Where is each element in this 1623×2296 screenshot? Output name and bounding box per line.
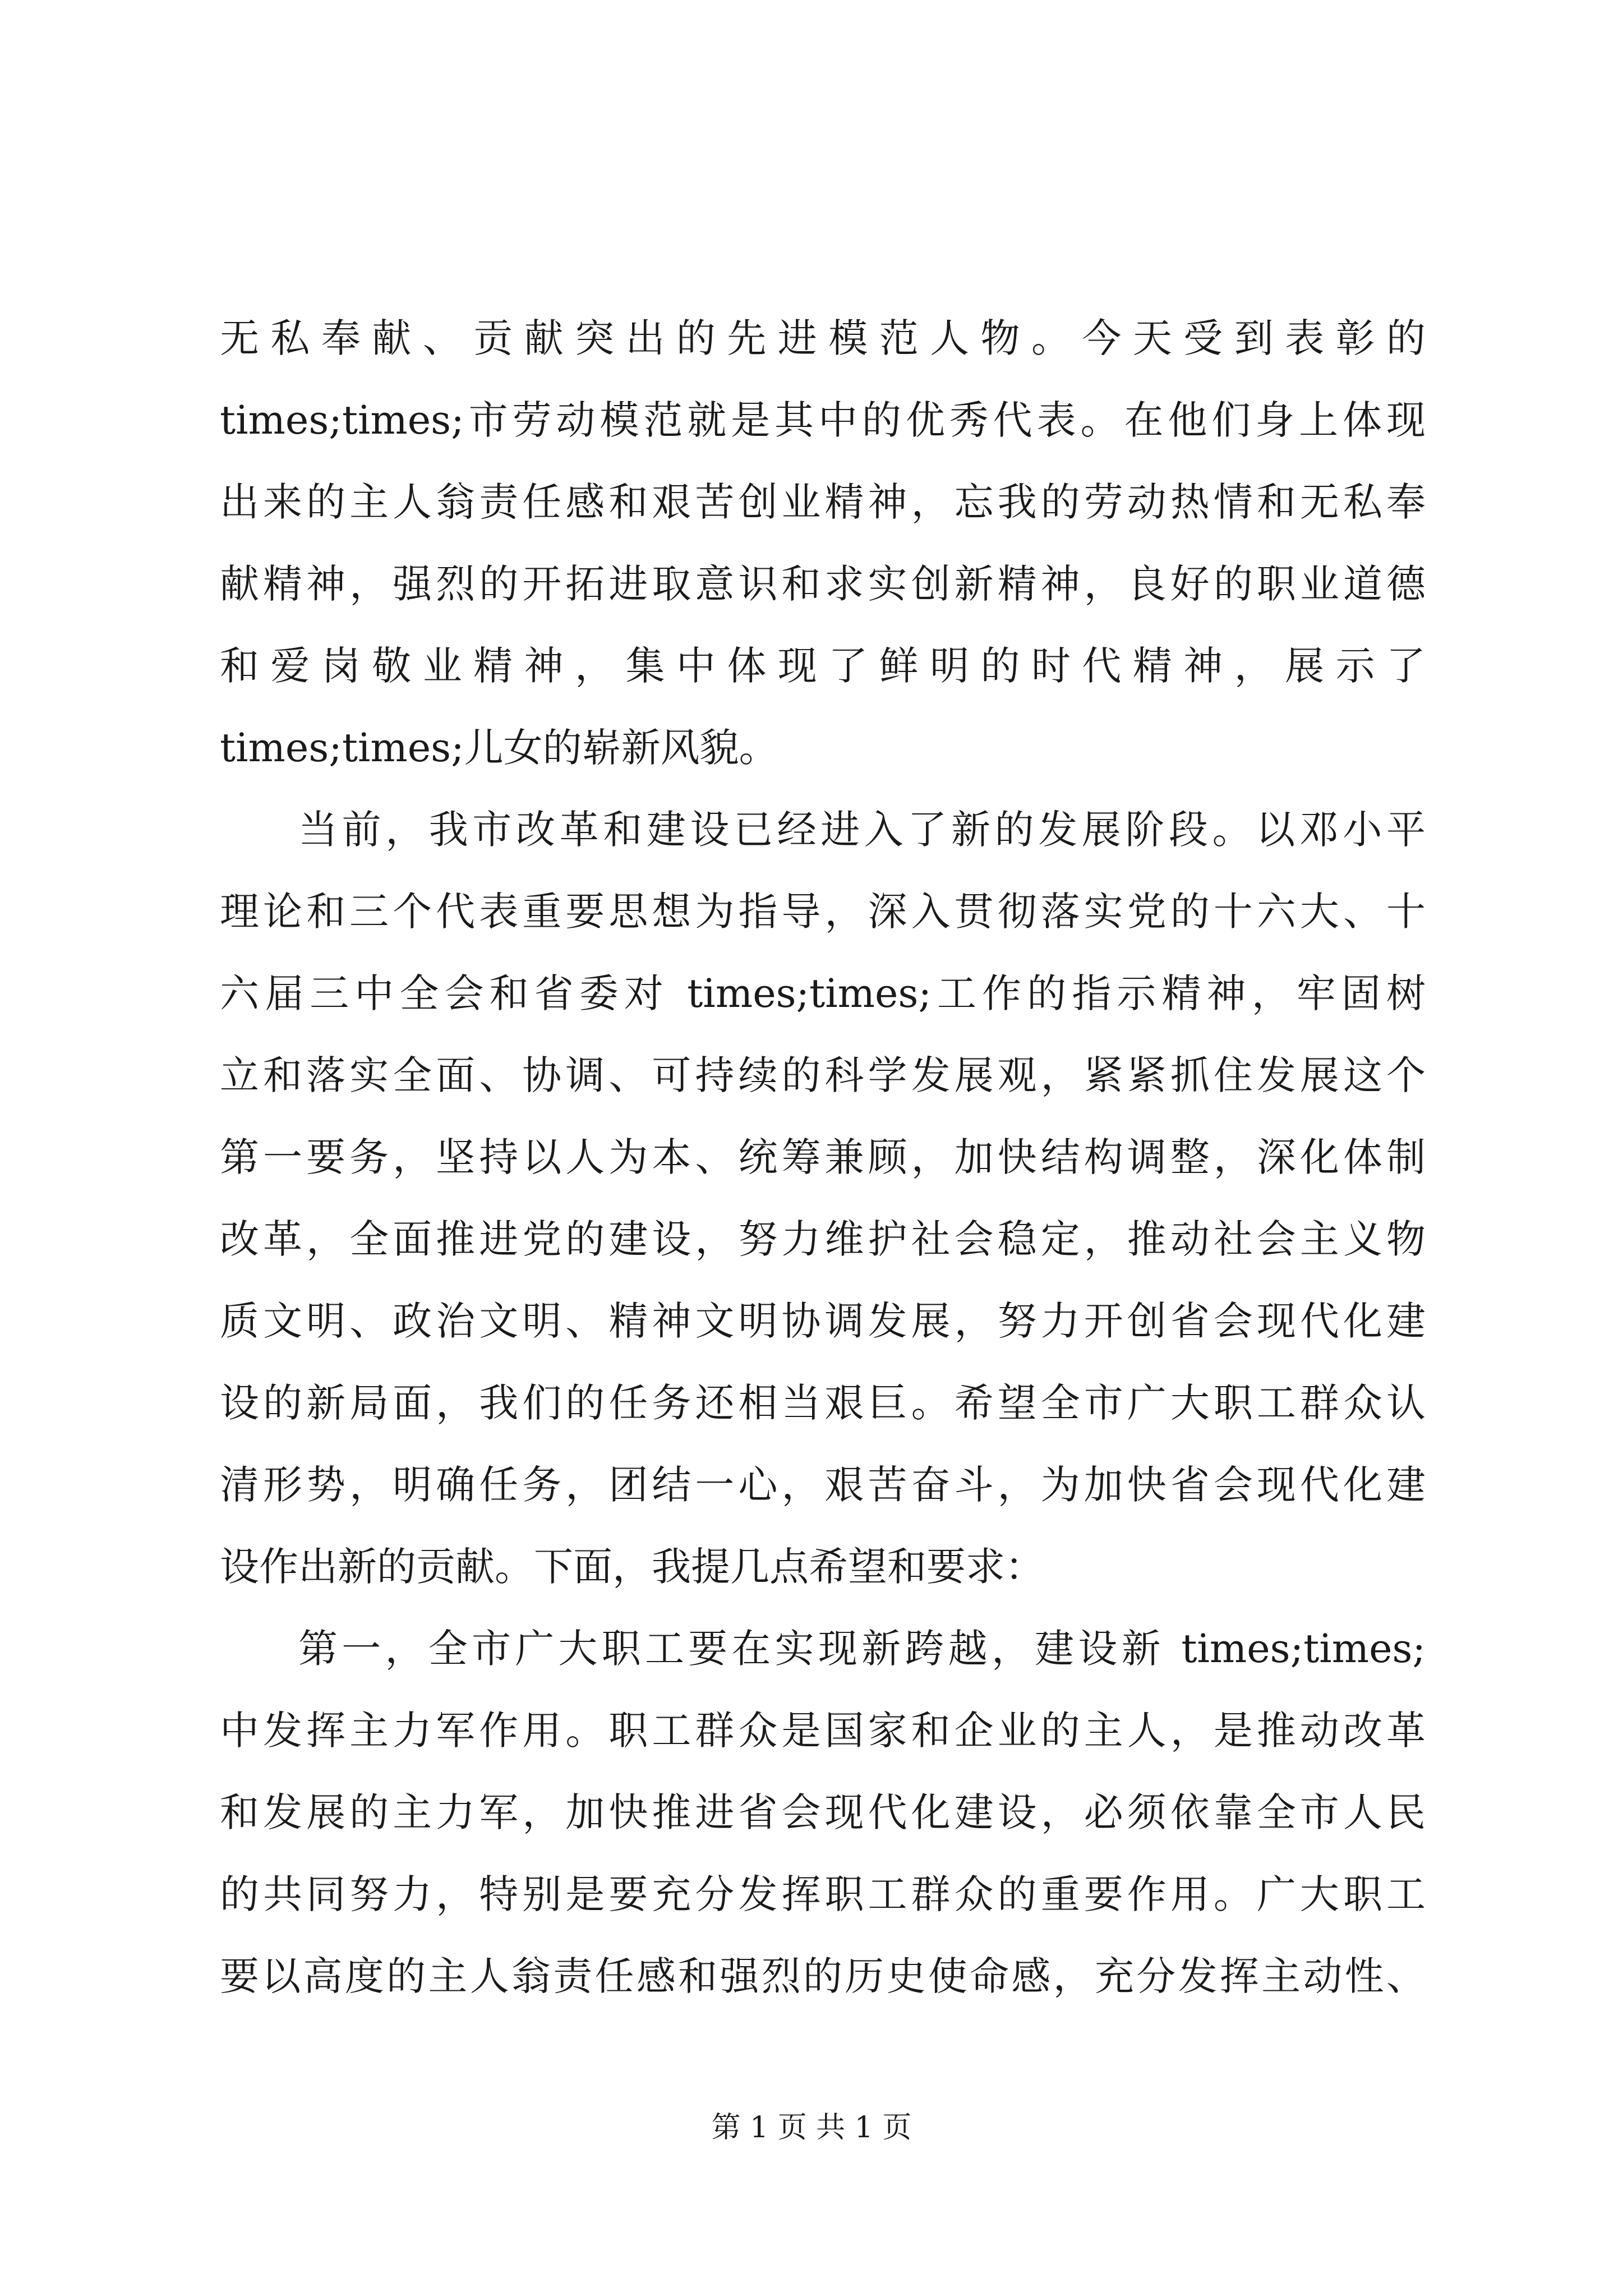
text-line: 要以高度的主人翁责任感和强烈的历史使命感，充分发挥主动性、	[220, 1953, 1426, 1999]
text-line: 设作出新的贡献。下面，我提几点希望和要求：	[220, 1544, 1044, 1590]
text-line: 六届三中全会和省委对 times;times;工作的指示精神，牢固树	[220, 970, 1426, 1016]
text-line: 理论和三个代表重要思想为指导，深入贯彻落实党的十六大、十	[220, 889, 1426, 935]
text-line: 立和落实全面、协调、可持续的科学发展观，紧紧抓住发展这个	[220, 1052, 1426, 1098]
text-line: 改革，全面推进党的建设，努力维护社会稳定，推动社会主义物	[220, 1216, 1426, 1262]
text-line: times;times;儿女的崭新风貌。	[220, 725, 778, 771]
text-line: 设的新局面，我们的任务还相当艰巨。希望全市广大职工群众认	[220, 1380, 1426, 1426]
text-line: 的共同努力，特别是要充分发挥职工群众的重要作用。广大职工	[220, 1871, 1426, 1917]
text-line: 和发展的主力军，加快推进省会现代化建设，必须依靠全市人民	[220, 1789, 1426, 1835]
text-line: 无私奉献、贡献突出的先进模范人物。今天受到表彰的	[220, 315, 1426, 361]
text-line: 中发挥主力军作用。职工群众是国家和企业的主人，是推动改革	[220, 1708, 1426, 1754]
text-line: times;times;市劳动模范就是其中的优秀代表。在他们身上体现	[220, 397, 1426, 443]
text-line: 和爱岗敬业精神，集中体现了鲜明的时代精神，展示了	[220, 643, 1426, 689]
text-line: 第一要务，坚持以人为本、统筹兼顾，加快结构调整，深化体制	[220, 1134, 1426, 1180]
document-body	[220, 297, 1426, 2017]
text-line: 出来的主人翁责任感和艰苦创业精神，忘我的劳动热情和无私奉	[220, 479, 1426, 525]
page-footer: 第 1 页 共 1 页	[711, 2111, 912, 2145]
paragraph-first-line: 当前，我市改革和建设已经进入了新的发展阶段。以邓小平	[298, 807, 1426, 853]
text-line: 献精神，强烈的开拓进取意识和求实创新精神，良好的职业道德	[220, 561, 1426, 607]
text-line: 质文明、政治文明、精神文明协调发展，努力开创省会现代化建	[220, 1298, 1426, 1344]
paragraph-first-line: 第一，全市广大职工要在实现新跨越，建设新 times;times;	[298, 1626, 1426, 1672]
text-line: 清形势，明确任务，团结一心，艰苦奋斗，为加快省会现代化建	[220, 1462, 1426, 1508]
